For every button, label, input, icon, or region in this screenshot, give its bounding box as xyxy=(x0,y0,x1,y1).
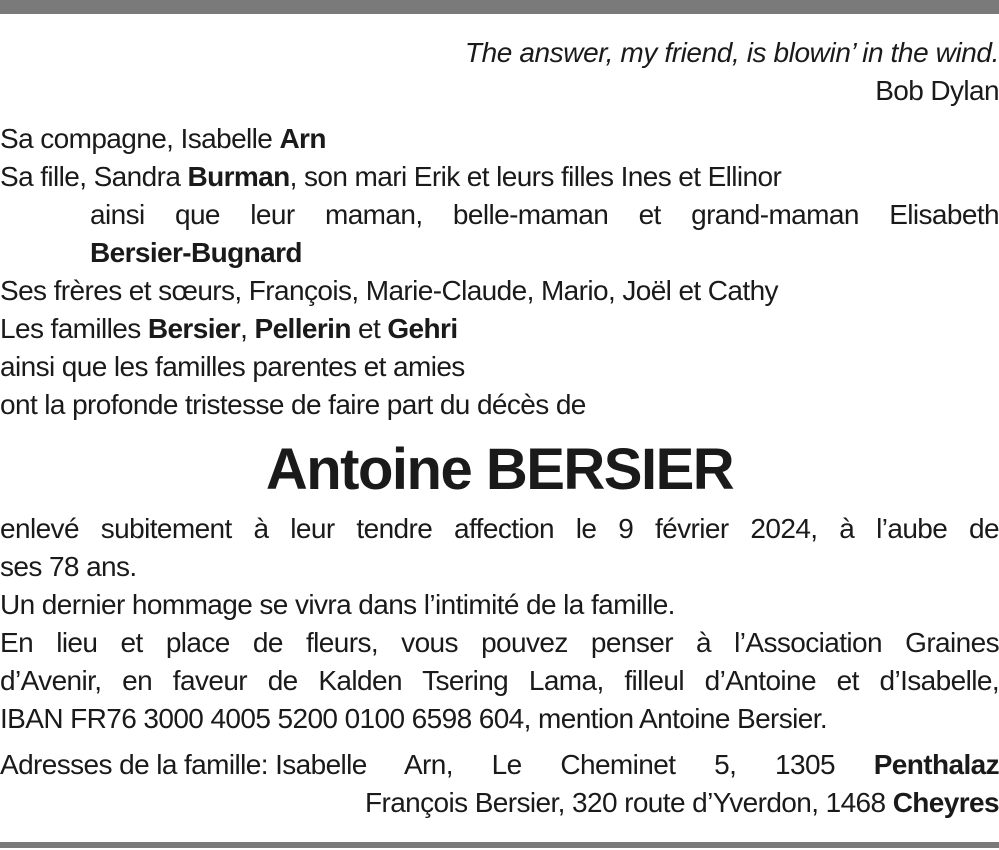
address-1-town: Penthalaz xyxy=(873,749,999,780)
family-name-bersier: Bersier xyxy=(147,313,241,344)
families-separator: , xyxy=(240,313,255,344)
families-prefix: Les familles xyxy=(0,313,148,344)
deceased-name: Antoine BERSIER xyxy=(265,437,734,502)
family-name-gehri: Gehri xyxy=(387,313,458,344)
bottom-rule xyxy=(0,842,999,848)
relatives-line: ainsi que les familles parentes et amies xyxy=(0,351,465,382)
details-line-1: enlevé subitement à leur tendre affection le 9 février 2024, à l’aube de xyxy=(0,513,999,544)
address-line-1 xyxy=(0,746,999,784)
family-name-pellerin: Pellerin xyxy=(254,313,351,344)
details-line-4: En lieu et place de fleurs, vous pouvez penser à l’Association Graines xyxy=(0,627,999,658)
daughter-suffix: , son mari Erik et leurs filles Ines et Ellinor xyxy=(289,161,782,192)
daughter-prefix: Sa fille, Sandra xyxy=(0,161,188,192)
details-line-3: Un dernier hommage se vivra dans l’intimité de la famille. xyxy=(0,589,675,620)
families-conjunction: et xyxy=(350,313,388,344)
address-line-2 xyxy=(0,784,999,822)
obituary-notice xyxy=(0,34,999,822)
grandmother-name: Bersier-Bugnard xyxy=(90,237,302,268)
companion-prefix: Sa compagne, Isabelle xyxy=(0,123,280,154)
addresses-label: Adresses de la famille: xyxy=(0,749,276,780)
address-2-town: Cheyres xyxy=(892,787,999,818)
details-line-2: ses 78 ans. xyxy=(0,551,137,582)
quote-author: Bob Dylan xyxy=(875,75,999,106)
siblings-line: Ses frères et sœurs, François, Marie-Claude, Mario, Joël et Cathy xyxy=(0,275,778,306)
grandmother-line: ainsi que leur maman, belle-maman et grand-maman Elisabeth xyxy=(90,199,999,230)
address-2: François Bersier, 320 route d’Yverdon, 1468 xyxy=(364,787,893,818)
grandmother-name-line xyxy=(0,234,999,272)
companion-name: Arn xyxy=(279,123,326,154)
details-line-5: d’Avenir, en faveur de Kalden Tsering Lama, filleul d’Antoine et d’Isabelle, xyxy=(0,665,999,696)
daughter-line xyxy=(0,158,999,196)
quote-text: The answer, my friend, is blowin’ in the wind. xyxy=(464,37,999,68)
details-line-6: IBAN FR76 3000 4005 5200 0100 6598 604, mention Antoine Bersier. xyxy=(0,703,828,734)
top-rule xyxy=(0,0,999,14)
companion-line xyxy=(0,120,999,158)
address-1: Isabelle Arn, Le Cheminet 5, 1305 xyxy=(275,749,874,780)
address-1-wrap xyxy=(275,746,999,784)
daughter-name: Burman xyxy=(187,161,290,192)
families-line xyxy=(0,310,999,348)
announcement-line: ont la profonde tristesse de faire part du décès de xyxy=(0,389,586,420)
